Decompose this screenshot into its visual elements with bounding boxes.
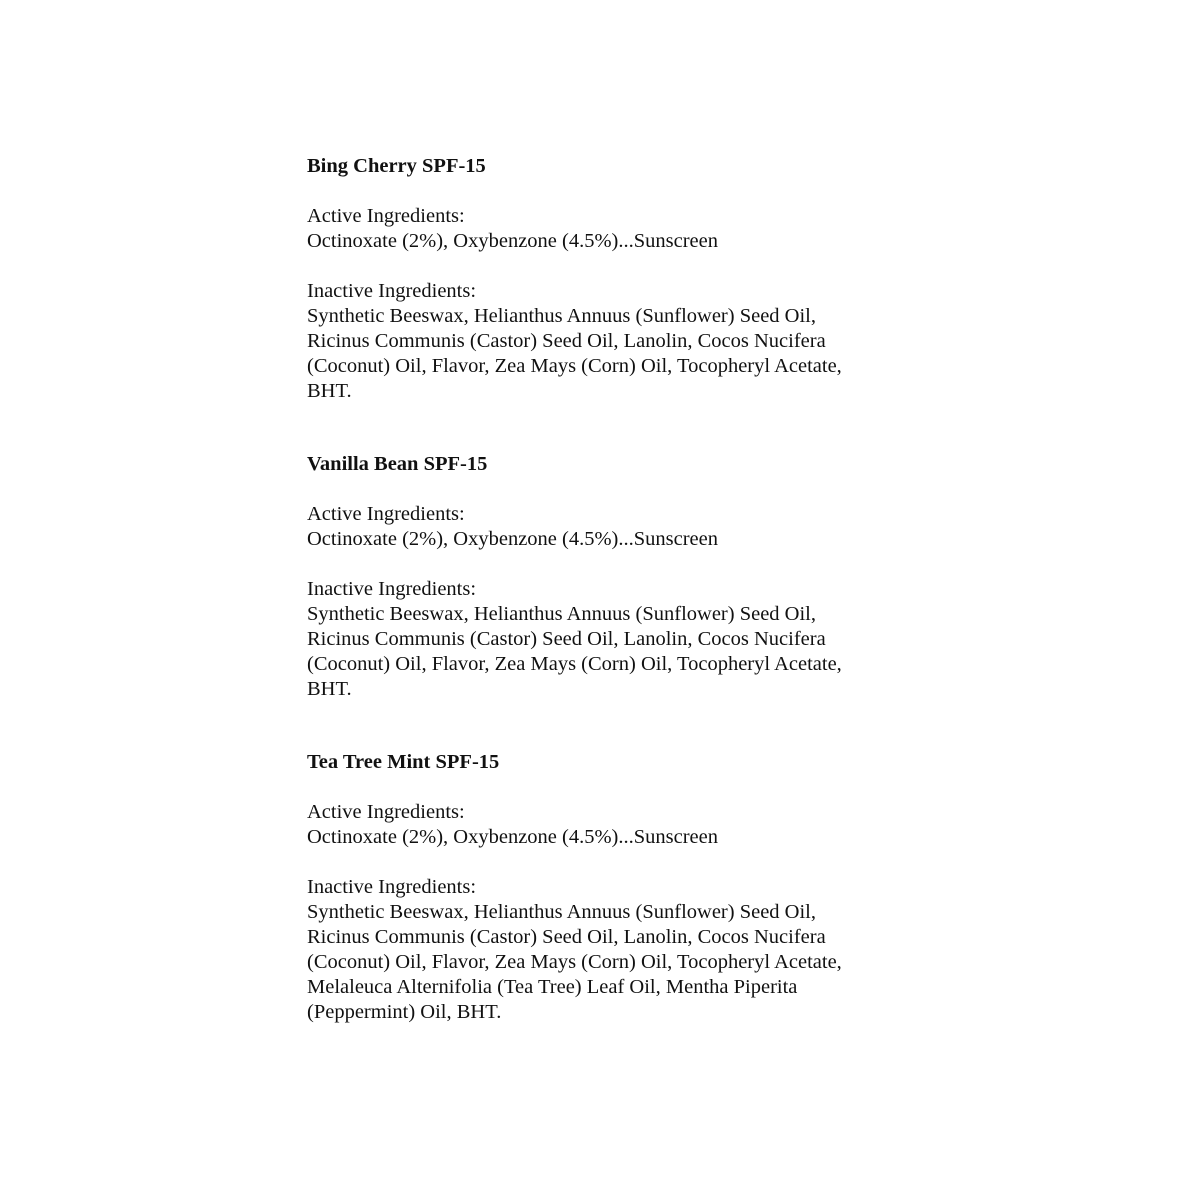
inactive-ingredients-section: [307, 875, 907, 1025]
product-title: Bing Cherry SPF-15: [307, 155, 486, 177]
product-tea-tree-mint: [307, 750, 907, 1025]
active-ingredients-text: Octinoxate (2%), Oxybenzone (4.5%)...Sunscreen: [307, 230, 719, 252]
ingredients-document: [307, 154, 907, 1025]
product-title: Vanilla Bean SPF-15: [307, 453, 488, 475]
active-ingredients-section: [307, 204, 907, 254]
inactive-ingredients-label: Inactive Ingredients:: [307, 876, 477, 898]
inactive-ingredients-section: [307, 279, 907, 404]
active-ingredients-text: Octinoxate (2%), Oxybenzone (4.5%)...Sunscreen: [307, 826, 719, 848]
inactive-ingredients-text: Synthetic Beeswax, Helianthus Annuus (Sunflower) Seed Oil, Ricinus Communis (Castor) Seed Oil, Lanolin, Cocos Nucifera (Coconut) Oil, Flavor, Zea Mays (Corn) Oil, Tocopheryl Acetate, BHT.: [307, 305, 842, 402]
product-bing-cherry: [307, 154, 907, 404]
inactive-ingredients-label: Inactive Ingredients:: [307, 280, 477, 302]
inactive-ingredients-text: Synthetic Beeswax, Helianthus Annuus (Sunflower) Seed Oil, Ricinus Communis (Castor) Seed Oil, Lanolin, Cocos Nucifera (Coconut) Oil, Flavor, Zea Mays (Corn) Oil, Tocopheryl Acetate, BHT.: [307, 603, 842, 700]
active-ingredients-label: Active Ingredients:: [307, 205, 465, 227]
active-ingredients-label: Active Ingredients:: [307, 801, 465, 823]
product-vanilla-bean: [307, 452, 907, 702]
inactive-ingredients-text: Synthetic Beeswax, Helianthus Annuus (Sunflower) Seed Oil, Ricinus Communis (Castor) Seed Oil, Lanolin, Cocos Nucifera (Coconut) Oil, Flavor, Zea Mays (Corn) Oil, Tocopheryl Acetate, Melaleuca Alternifolia (Tea Tree) Leaf Oil, Mentha Piperita (Peppermint) Oil, BHT.: [307, 901, 842, 1023]
active-ingredients-text: Octinoxate (2%), Oxybenzone (4.5%)...Sunscreen: [307, 528, 719, 550]
active-ingredients-section: [307, 800, 907, 850]
active-ingredients-section: [307, 502, 907, 552]
product-title: Tea Tree Mint SPF-15: [307, 751, 500, 773]
inactive-ingredients-label: Inactive Ingredients:: [307, 578, 477, 600]
inactive-ingredients-section: [307, 577, 907, 702]
active-ingredients-label: Active Ingredients:: [307, 503, 465, 525]
